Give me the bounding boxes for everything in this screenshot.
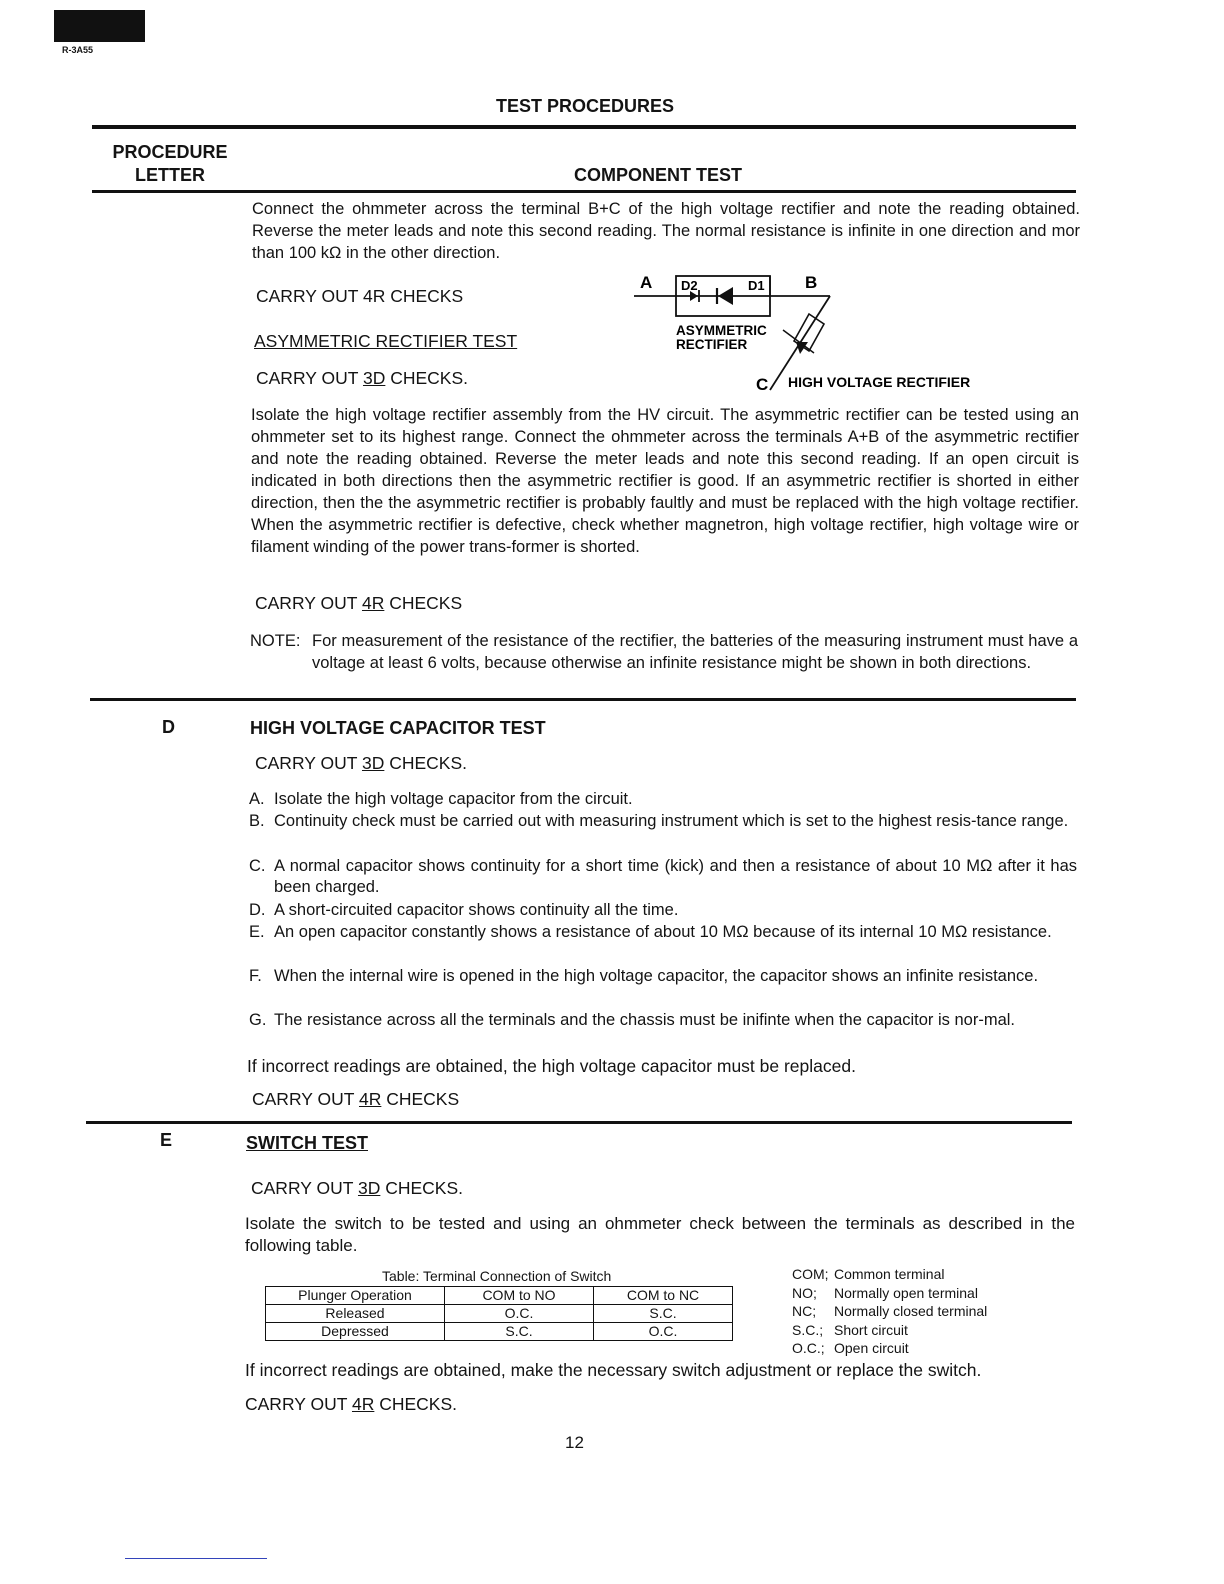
list-item-letter: D. — [249, 901, 266, 919]
section-e-closing: If incorrect readings are obtained, make the necessary switch adjustment or replace the switch. — [245, 1360, 982, 1380]
carry-suffix: CHECKS — [384, 593, 463, 613]
check-code: 3D — [357, 1178, 381, 1198]
table-header-row — [266, 1287, 733, 1305]
list-item — [249, 966, 1077, 1008]
section-e-carry-3d — [251, 1178, 463, 1199]
asymmetric-label-line2: RECTIFIER — [676, 337, 748, 352]
legend-value: Open circuit — [834, 1340, 909, 1356]
legend-key: O.C.; — [792, 1340, 825, 1356]
table-row — [266, 1305, 733, 1323]
asymmetric-label-line1: ASYMMETRIC — [676, 323, 767, 338]
page-title: TEST PROCEDURES — [495, 96, 675, 116]
switch-connection-table — [265, 1286, 733, 1341]
column-header-rule — [92, 190, 1076, 193]
legend-entry — [792, 1321, 1032, 1340]
table-header-cell: Plunger Operation — [266, 1287, 445, 1305]
list-item-text: Continuity check must be carried out with measuring instrument which is set to the highest resis-tance range. — [274, 812, 1069, 830]
asymmetric-rectifier-heading: ASYMMETRIC RECTIFIER TEST — [254, 331, 518, 351]
list-item-letter: E. — [249, 923, 265, 941]
legend-key: NC; — [792, 1303, 817, 1319]
check-code: 4R — [351, 1394, 375, 1414]
note-text: For measurement of the resistance of the rectifier, the batteries of the measuring instrument must have a voltage at least 6 volts, because otherwise an infinite resistance might be shown in both directions. — [312, 632, 1078, 672]
legend-value: Common terminal — [834, 1266, 945, 1282]
list-item — [249, 789, 1077, 810]
section-d-rule — [90, 698, 1076, 701]
list-item-text: When the internal wire is opened in the high voltage capacitor, the capacitor shows an infinite resistance. — [274, 967, 1039, 985]
procedure-heading-line1: PROCEDURE — [112, 142, 228, 162]
list-item — [249, 922, 1077, 964]
section-d-carry-4r — [252, 1089, 459, 1110]
check-code: 3D — [361, 753, 385, 773]
list-item-letter: F. — [249, 967, 262, 985]
section-e-letter: E — [160, 1130, 173, 1150]
legend-key: NO; — [792, 1284, 817, 1301]
list-item-letter: G. — [249, 1011, 267, 1029]
table-cell: S.C. — [594, 1305, 733, 1323]
list-item — [249, 900, 1077, 921]
carry-suffix: CHECKS. — [385, 368, 469, 388]
terminal-a-label: A — [640, 273, 653, 292]
note-label: NOTE: — [250, 632, 301, 650]
table-cell: O.C. — [594, 1323, 733, 1341]
section-e-carry-4r — [245, 1394, 457, 1415]
table-cell: O.C. — [445, 1305, 594, 1323]
check-code: 4R — [361, 593, 385, 613]
table-cell: S.C. — [445, 1323, 594, 1341]
footer-rule — [125, 1558, 267, 1559]
carry-prefix: CARRY OUT — [245, 1394, 352, 1414]
carry-suffix: CHECKS. — [384, 753, 468, 773]
asymmetric-rectifier-body: Isolate the high voltage rectifier assembly from the HV circuit. The asymmetric rectifier can be tested using an ohmmeter set to its highest range. Connect the ohmmeter across the terminals A+B of the asymmetric rectifier and note the reading obtained. Reverse the meter leads and note this second reading. If an open circuit is indicated in both directions then the asymmetric rectifier is good. If an asymmetric rectifier is shorted in either direction, then the the asymmetric rectifier is probably faultly and must be replaced with the high voltage rectifier. When the asymmetric rectifier is defective, check whether magnetron, high voltage rectifier, high voltage wire or filament winding of the power trans-former is shorted. — [251, 406, 1079, 556]
carry-prefix: CARRY OUT — [255, 753, 362, 773]
table-cell: Depressed — [266, 1323, 445, 1341]
list-item-text: A normal capacitor shows continuity for a short time (kick) and then a resistance of about 10 MΩ after it has been charged. — [274, 857, 1077, 896]
table-header-cell: COM to NO — [445, 1287, 594, 1305]
legend-entry — [792, 1265, 1032, 1284]
carry-prefix: CARRY OUT — [251, 1178, 358, 1198]
header-rule — [92, 125, 1076, 129]
list-item — [249, 811, 1077, 853]
carry-prefix: CARRY OUT — [255, 593, 362, 613]
d2-label: D2 — [681, 278, 698, 293]
model-number: R-3A55 — [62, 45, 94, 55]
list-item-text: Isolate the high voltage capacitor from the circuit. — [274, 790, 633, 808]
list-item-text: An open capacitor constantly shows a resistance of about 10 MΩ because of its internal 10 MΩ resistance. — [274, 923, 1052, 941]
table-row — [266, 1323, 733, 1341]
brand-logo-block — [54, 10, 145, 42]
check-code: 3D — [362, 368, 386, 388]
terminal-c-label: C — [756, 375, 769, 394]
carry-prefix: CARRY OUT — [252, 1089, 359, 1109]
page-number: 12 — [565, 1433, 584, 1452]
list-item — [249, 1010, 1077, 1052]
carry-suffix: CHECKS — [381, 1089, 460, 1109]
check-code: 4R — [358, 1089, 382, 1109]
section-d-carry-3d — [255, 753, 467, 774]
carry-suffix: CHECKS. — [374, 1394, 458, 1414]
legend-key: S.C.; — [792, 1321, 824, 1338]
rectifier-diagram — [630, 268, 1010, 398]
note-block — [250, 630, 1078, 674]
section-d-title: HIGH VOLTAGE CAPACITOR TEST — [250, 718, 546, 738]
list-item-text: The resistance across all the terminals and the chassis must be inifinte when the capacitor is nor-mal. — [274, 1011, 1016, 1029]
abbreviation-legend — [792, 1265, 1032, 1358]
legend-value: Short circuit — [834, 1321, 908, 1338]
list-item-text: A short-circuited capacitor shows continuity all the time. — [274, 901, 679, 919]
carry-out-3d-checks — [256, 368, 468, 389]
list-item — [249, 856, 1077, 898]
legend-key: COM; — [792, 1266, 829, 1282]
legend-entry — [792, 1339, 1032, 1358]
carry-out-4r-checks: CARRY OUT 4R CHECKS — [256, 286, 464, 306]
terminal-b-label: B — [805, 273, 818, 292]
section-e-title: SWITCH TEST — [246, 1133, 368, 1153]
hv-rectifier-intro: Connect the ohmmeter across the terminal B+C of the high voltage rectifier and note the reading obtained. Reverse the meter leads and note this second reading. The normal resistance is infinite in one direction and mor than 100 kΩ in the other direction. — [252, 200, 1080, 262]
list-item-letter: C. — [249, 857, 266, 875]
list-item-letter: B. — [249, 812, 265, 830]
procedure-letter-heading — [110, 142, 230, 186]
table-header-cell: COM to NC — [594, 1287, 733, 1305]
d1-label: D1 — [748, 278, 765, 293]
section-e-intro: Isolate the switch to be tested and using an ohmmeter check between the terminals as described in the following table. — [245, 1214, 1075, 1255]
list-item-letter: A. — [249, 790, 265, 808]
carry-suffix: CHECKS. — [380, 1178, 464, 1198]
hv-rectifier-label: HIGH VOLTAGE RECTIFIER — [788, 374, 971, 390]
switch-table-caption: Table: Terminal Connection of Switch — [382, 1268, 612, 1284]
carry-out-4r-checks-2 — [255, 593, 462, 614]
legend-entry — [792, 1302, 1032, 1321]
carry-prefix: CARRY OUT — [256, 368, 363, 388]
legend-value: Normally closed terminal — [834, 1303, 988, 1319]
legend-value: Normally open terminal — [834, 1284, 978, 1301]
procedure-heading-line2: LETTER — [135, 165, 205, 185]
component-test-heading: COMPONENT TEST — [574, 165, 743, 185]
legend-entry — [792, 1284, 1032, 1303]
section-d-closing: If incorrect readings are obtained, the high voltage capacitor must be replaced. — [247, 1056, 856, 1076]
d1-diode-symbol — [718, 287, 733, 305]
table-cell: Released — [266, 1305, 445, 1323]
section-e-rule — [86, 1121, 1072, 1124]
section-d-letter: D — [162, 717, 175, 737]
